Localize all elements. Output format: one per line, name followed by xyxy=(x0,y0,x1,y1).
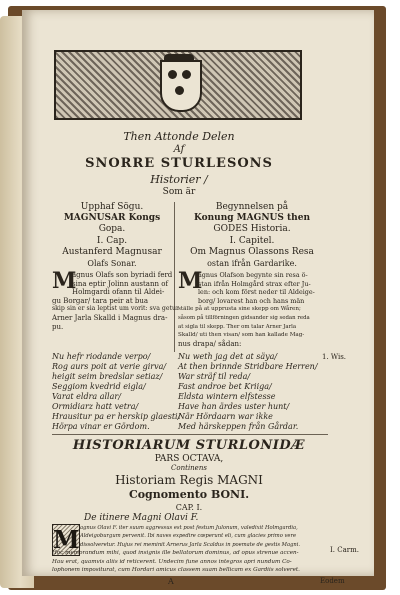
right-body-line: såsom på tillförningen gidsander sig sedan reda xyxy=(178,315,310,321)
left-poem-line: Hrausitur pa er herskip glaesti/ xyxy=(52,412,181,421)
latin-body-line: lophonem impositurat, cum Hordari amicus classem suam bellicam ex Gardiis solveret. xyxy=(52,567,300,573)
section-rule xyxy=(52,434,328,435)
left-poem-line: heigit seim bredslar setiaz/ xyxy=(52,372,163,381)
right-poem-line: När Hördaarn war ikke xyxy=(178,412,273,421)
left-body-line: sina eptir Jolinn austann of xyxy=(72,279,169,288)
latin-body-line: Hoc memorandum mihi, quod insignis ille bellatorum dominus, ad opus strenue accen- xyxy=(52,550,299,557)
right-body-line: stan ifrån Holmgård strax efter Ju- xyxy=(198,279,311,288)
right-head-3: GODES Historia. xyxy=(213,224,291,234)
latin-pars: PARS OCTAVA, xyxy=(154,454,224,464)
left-sub-2: Olafs Sonar. xyxy=(87,259,137,268)
right-body-line: at sigla til skepp. Ther om talar Arner Jarla xyxy=(178,323,297,330)
left-body-line: skip sin er sia leptist um vorit: sva getur xyxy=(52,305,179,313)
left-drop-cap: M xyxy=(52,268,77,294)
left-poem-line: Varat eldra allar/ xyxy=(52,392,121,401)
right-head-2: Konung MAGNUS then xyxy=(194,213,310,223)
latin-body-line: dissolveretur. Hujus rei meminit Arnerus Jarla Scaldus in poemate de gestis Magni. xyxy=(80,541,301,548)
left-head-2: MAGNUSAR Kongs xyxy=(63,213,161,223)
left-body-line: Holmgardi ofann til Aldei- xyxy=(72,288,165,297)
left-body-line: gu Borgar/ tara peir at bua xyxy=(52,296,149,305)
right-sub-2: ostan ifrån Gardarike. xyxy=(207,259,297,268)
latin-cognomento: Cognomento BONI. xyxy=(128,488,250,501)
latin-subtitle: De itinere Magni Olavi F. xyxy=(84,513,199,523)
latin-body-line: Aldeigoburgum pervenit. Ibi naves expedire cœperunt eli, cum glacies primo vere xyxy=(80,533,297,540)
left-sub-1: Austanferd Magnusar xyxy=(62,247,162,257)
page-signature-mark: A xyxy=(168,577,174,586)
left-head-3: Gopa. xyxy=(98,224,126,234)
right-poem-line: Eldsta wintern elfstesse xyxy=(178,392,276,401)
right-drop-cap: M xyxy=(178,268,203,294)
left-body-line: pu. xyxy=(52,322,64,331)
latin-title: Historiam Regis MAGNI xyxy=(115,473,263,487)
left-poem-line: Rog aurs poit at verie girva/ xyxy=(52,362,167,371)
title-line-3: SNORRE STURLESONS xyxy=(85,156,273,171)
right-sub-1: Om Magnus Olassons Resa xyxy=(190,247,314,257)
right-body-line: ställe på at upprusta sine skepp om Wåren; xyxy=(178,306,301,313)
right-poem-line: Fast androe bet Kriiga/ xyxy=(178,382,272,391)
latin-continens: Continens xyxy=(171,464,207,472)
coat-of-arms xyxy=(160,60,202,112)
right-cap: I. Capitel. xyxy=(229,236,275,246)
latin-body-line: agnus Olavi F. iter suum aggressus est post festum Julonum, valedixit Holmgardia, xyxy=(80,525,298,531)
left-poem-line: Ormidiarz hatt vetra/ xyxy=(52,402,139,411)
title-line-1: Then Attonde Delen xyxy=(123,130,235,143)
right-body-line: Skalld/ uti then visan/ som han kallade Mag- xyxy=(178,332,305,339)
woodcut-headpiece xyxy=(54,50,302,120)
latin-margin-note: I. Carm. xyxy=(330,546,359,554)
right-poem-line: Med härskeppen från Gårdar. xyxy=(178,422,299,431)
latin-drop-letter: M xyxy=(53,525,80,554)
left-poem-line: Seggiom kvedrid eigla/ xyxy=(52,382,146,391)
right-body-line: agnus Olafson begynte sin resa ö- xyxy=(198,271,308,279)
left-body-line: agnus Olafs son byriadi ferd xyxy=(72,271,173,279)
title-line-2: Af xyxy=(173,144,185,155)
right-body-line: borg/ lovarest han och hans män xyxy=(198,296,305,305)
right-body-line: nus drapa/ sådan: xyxy=(178,339,242,348)
left-head-1: Upphaf Sögu. xyxy=(80,202,144,212)
latin-cap: CAP. I. xyxy=(175,503,203,512)
latin-heading: HISTORIARUM STURLONIDÆ xyxy=(72,438,306,453)
latin-body-line: Hau erat, quamvis aliis id reticerent. Undecim fune annos integros apri nundum Co- xyxy=(52,558,292,565)
right-head-1: Begynnelsen på xyxy=(215,202,289,212)
right-poem-line: At then brinnde Stridbare Herren/ xyxy=(178,362,318,371)
left-poem-line: Hörpa vinar er Gördom. xyxy=(52,422,150,431)
right-body-line: len: och kom först neder til Aldeige- xyxy=(198,288,315,297)
title-line-4: Historier / xyxy=(150,173,208,186)
title-line-5: Som är xyxy=(162,187,196,197)
catchword-mark: Eodem xyxy=(320,577,345,585)
book-page xyxy=(22,10,374,576)
left-body-line: Arner Jarla Skalld i Magnus dra- xyxy=(52,314,168,322)
right-poem-line: War sträf til reda/ xyxy=(178,372,251,381)
right-poem-line: Have han ärdes uster hunt/ xyxy=(178,402,290,411)
left-cap: I. Cap. xyxy=(96,236,128,246)
column-divider xyxy=(174,202,175,352)
left-poem-line: Nu hefr riodande verpo/ xyxy=(52,352,151,361)
right-poem-line: Nu weth jag det at säya/ xyxy=(178,352,278,361)
right-margin-note: 1. Wis. xyxy=(322,353,347,361)
